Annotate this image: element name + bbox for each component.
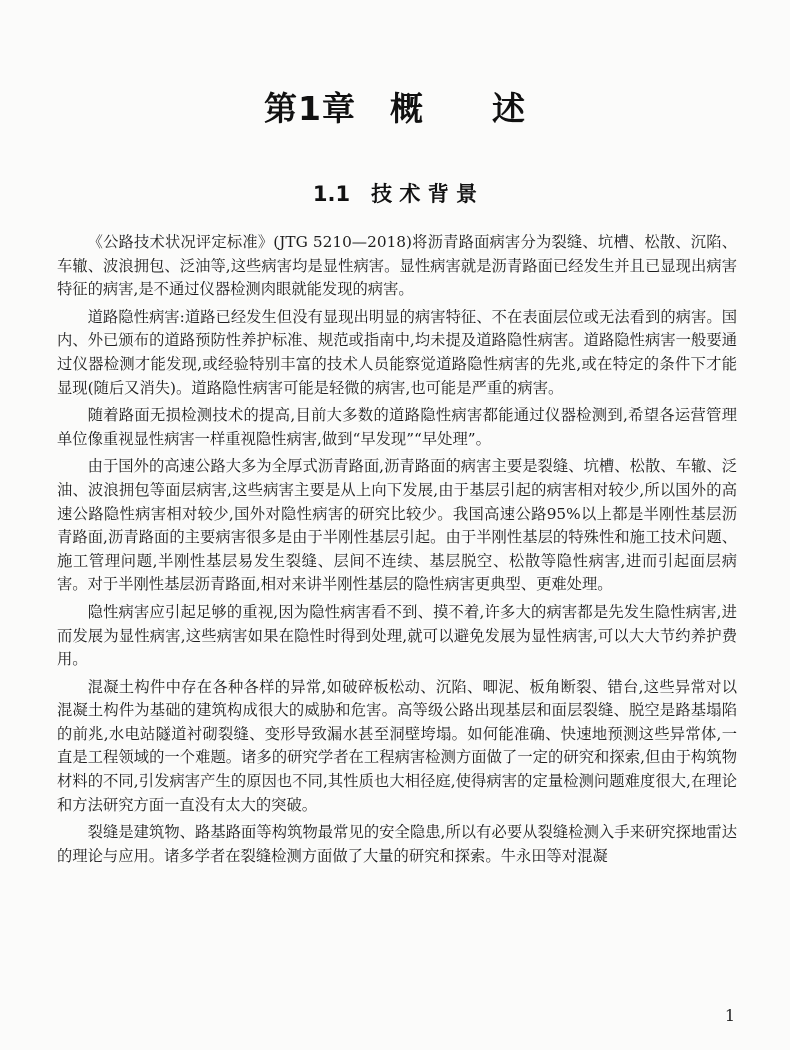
paragraph-5: 隐性病害应引起足够的重视,因为隐性病害看不到、摸不着,许多大的病害都是先发生隐性病害,进而发展为显性病害,这些病害如果在隐性时得到处理,就可以避免发展为显性病害,可以大大节约养护费用。 [57, 602, 737, 669]
section-title: 1.1 技 术 背 景 [312, 182, 478, 206]
paragraph-7: 裂缝是建筑物、路基路面等构筑物最常见的安全隐患,所以有必要从裂缝检测入手来研究探地雷达的理论与应用。诸多学者在裂缝检测方面做了大量的研究和探索。牛永田等对混凝 [57, 823, 737, 865]
page-number: 1 [724, 1006, 735, 1025]
paragraph-2: 道路隐性病害:道路已经发生但没有显现出明显的病害特征、不在表面层位或无法看到的病害。国内、外已颁布的道路预防性养护标准、规范或指南中,均未提及道路隐性病害。道路隐性病害一般要通过仪器检测才能发现,或经验特别丰富的技术人员能察觉道路隐性病害的先兆,或在特定的条件下才能显现(随后又消失)。道路隐性病害可能是轻微的病害,也可能是严重的病害。 [57, 307, 737, 397]
paragraph-1: 《公路技术状况评定标准》(JTG 5210—2018)将沥青路面病害分为裂缝、坑槽、松散、沉陷、车辙、波浪拥包、泛油等,这些病害均是显性病害。显性病害就是沥青路面已经发生并且已显现出病害特征的病害,是不通过仪器检测肉眼就能发现的病害。 [57, 233, 737, 299]
body-text [57, 231, 737, 872]
paragraph-4: 由于国外的高速公路大多为全厚式沥青路面,沥青路面的病害主要是裂缝、坑槽、松散、车辙、泛油、波浪拥包等面层病害,这些病害主要是从上向下发展,由于基层引起的病害相对较少,所以国外的高速公路隐性病害相对较少,国外对隐性病害的研究比较少。我国高速公路95%以上都是半刚性基层沥青路面,沥青路面的主要病害很多是由于半刚性基层引起。由于半刚性基层的特殊性和施工技术问题、施工管理问题,半刚性基层易发生裂缝、层间不连续、基层脱空、松散等隐性病害,进而引起面层病害。对于半刚性基层沥青路面,相对来讲半刚性基层的隐性病害更典型、更难处理。 [57, 457, 737, 594]
paragraph-6: 混凝土构件中存在各种各样的异常,如破碎板松动、沉陷、唧泥、板角断裂、错台,这些异常对以混凝土构件为基础的建筑构成很大的威胁和危害。高等级公路出现基层和面层裂缝、脱空是路基塌陷的前兆,水电站隧道衬砌裂缝、变形导致漏水甚至洞壁垮塌。如何能准确、快速地预测这些异常体,一直是工程领域的一个难题。诸多的研究学者在工程病害检测方面做了一定的研究和探索,但由于构筑物材料的不同,引发病害产生的原因也不同,其性质也大相径庭,使得病害的定量检测问题难度很大,在理论和方法研究方面一直没有太大的突破。 [57, 677, 737, 814]
chapter-title: 第1章 概 述 [264, 89, 526, 128]
paragraph-3: 随着路面无损检测技术的提高,目前大多数的道路隐性病害都能通过仪器检测到,希望各运营管理单位像重视显性病害一样重视隐性病害,做到“早发现”“早处理”。 [57, 406, 737, 448]
